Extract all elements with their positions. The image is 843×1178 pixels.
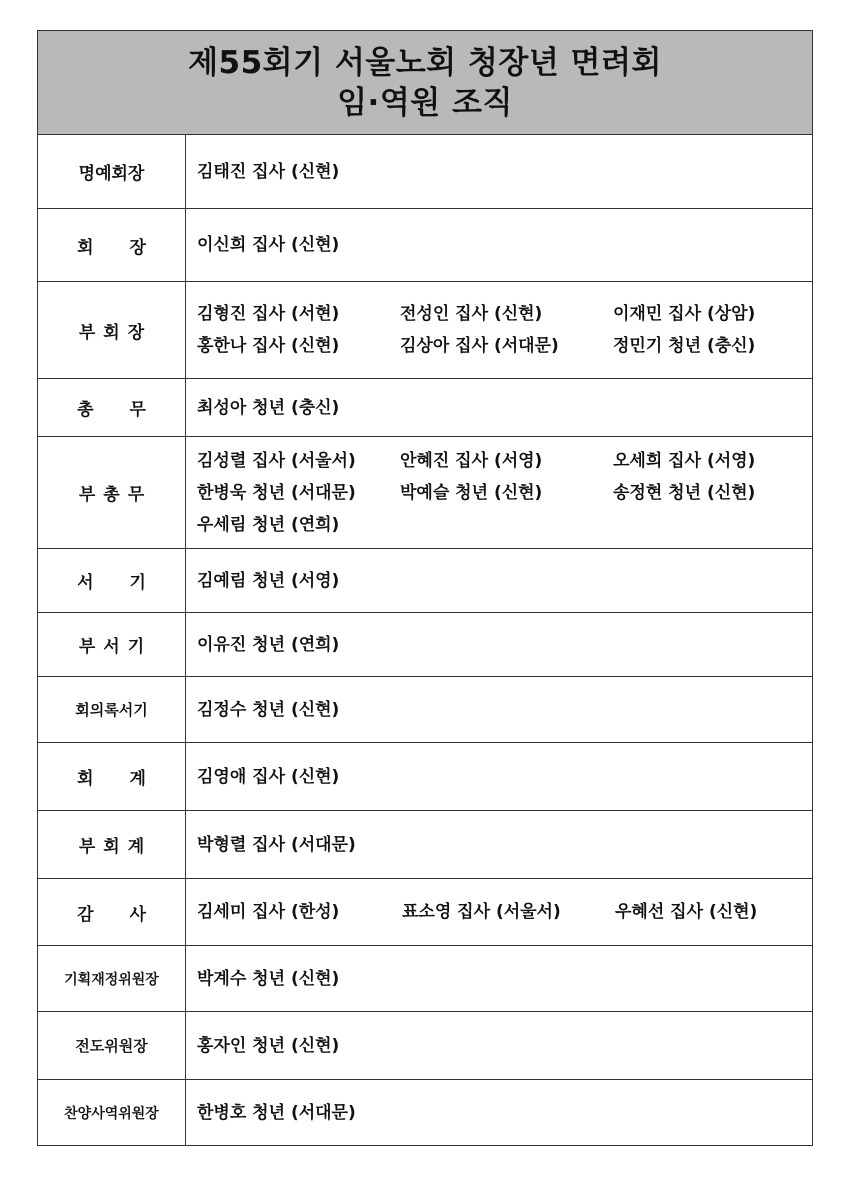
member-name: 한병욱 청년 (서대문) xyxy=(197,482,356,503)
member-name: 표소영 집사 (서울서) xyxy=(402,902,561,922)
role-label: 부회장 xyxy=(38,282,186,378)
member-list xyxy=(186,135,812,208)
member-name: 이재민 집사 (상암) xyxy=(613,304,756,324)
member-name: 김영애 집사 (신현) xyxy=(197,766,340,787)
row-vice-secretary xyxy=(38,613,812,677)
member-list xyxy=(186,946,812,1011)
role-label: 명예회장 xyxy=(38,135,186,208)
member-list xyxy=(186,437,812,548)
member-name: 김세미 집사 (한성) xyxy=(197,902,340,922)
member-list xyxy=(186,1012,812,1079)
row-evangelism-chair xyxy=(38,1012,812,1080)
row-auditor xyxy=(38,879,812,946)
table-header xyxy=(38,31,812,135)
member-name: 전성인 집사 (신현) xyxy=(400,304,543,324)
member-name: 김정수 청년 (신현) xyxy=(197,699,340,720)
member-name: 우세림 청년 (연희) xyxy=(197,514,340,535)
member-list xyxy=(186,549,812,612)
member-name: 박형렬 집사 (서대문) xyxy=(197,834,356,855)
row-worship-ministry-chair xyxy=(38,1080,812,1145)
role-label: 부총무 xyxy=(38,437,186,548)
row-treasurer xyxy=(38,743,812,811)
member-name: 정민기 청년 (충신) xyxy=(613,336,756,356)
member-list xyxy=(186,811,812,878)
row-honorary-president xyxy=(38,135,812,209)
member-list xyxy=(186,1080,812,1145)
row-secretary xyxy=(38,549,812,613)
row-vice-president xyxy=(38,282,812,379)
title-line-1: 제55회기 서울노회 청장년 면려회 xyxy=(188,44,662,81)
role-label: 감사 xyxy=(38,879,186,945)
role-label: 찬양사역위원장 xyxy=(38,1080,186,1145)
member-name: 한병호 청년 (서대문) xyxy=(197,1102,356,1123)
member-list xyxy=(186,879,812,945)
title-line-2: 임·역원 조직 xyxy=(337,84,513,121)
role-label: 전도위원장 xyxy=(38,1012,186,1079)
row-general-affairs xyxy=(38,379,812,437)
row-minutes-secretary xyxy=(38,677,812,743)
role-label: 회계 xyxy=(38,743,186,810)
member-name: 송정현 청년 (신현) xyxy=(613,482,756,503)
role-label: 부회계 xyxy=(38,811,186,878)
member-list xyxy=(186,613,812,676)
member-list xyxy=(186,282,812,378)
member-list xyxy=(186,677,812,742)
row-planning-finance-chair xyxy=(38,946,812,1012)
member-list xyxy=(186,743,812,810)
role-label: 서기 xyxy=(38,549,186,612)
member-name: 박예슬 청년 (신현) xyxy=(400,482,543,503)
member-name: 김성렬 집사 (서울서) xyxy=(197,450,356,471)
officer-table xyxy=(37,30,813,1146)
member-name: 김상아 집사 (서대문) xyxy=(400,336,559,356)
row-vice-general-affairs xyxy=(38,437,812,549)
member-name: 김태진 집사 (신현) xyxy=(197,161,340,182)
member-name: 이신희 집사 (신현) xyxy=(197,235,340,255)
role-label: 회의록서기 xyxy=(38,677,186,742)
role-label: 회장 xyxy=(38,209,186,281)
member-name: 최성아 청년 (충신) xyxy=(197,397,340,418)
member-name: 오세희 집사 (서영) xyxy=(613,450,756,471)
member-name: 김예림 청년 (서영) xyxy=(197,570,340,591)
role-label: 기획재정위원장 xyxy=(38,946,186,1011)
member-list xyxy=(186,379,812,436)
member-name: 홍자인 청년 (신현) xyxy=(197,1035,340,1056)
row-vice-treasurer xyxy=(38,811,812,879)
member-name: 안혜진 집사 (서영) xyxy=(400,450,543,471)
member-name: 박계수 청년 (신현) xyxy=(197,968,340,989)
member-name: 홍한나 집사 (신현) xyxy=(197,336,340,356)
member-list xyxy=(186,209,812,281)
role-label: 부서기 xyxy=(38,613,186,676)
role-label: 총무 xyxy=(38,379,186,436)
member-name: 우혜선 집사 (신현) xyxy=(615,902,758,922)
row-president xyxy=(38,209,812,282)
member-name: 이유진 청년 (연희) xyxy=(197,634,340,655)
member-name: 김형진 집사 (서현) xyxy=(197,304,340,324)
